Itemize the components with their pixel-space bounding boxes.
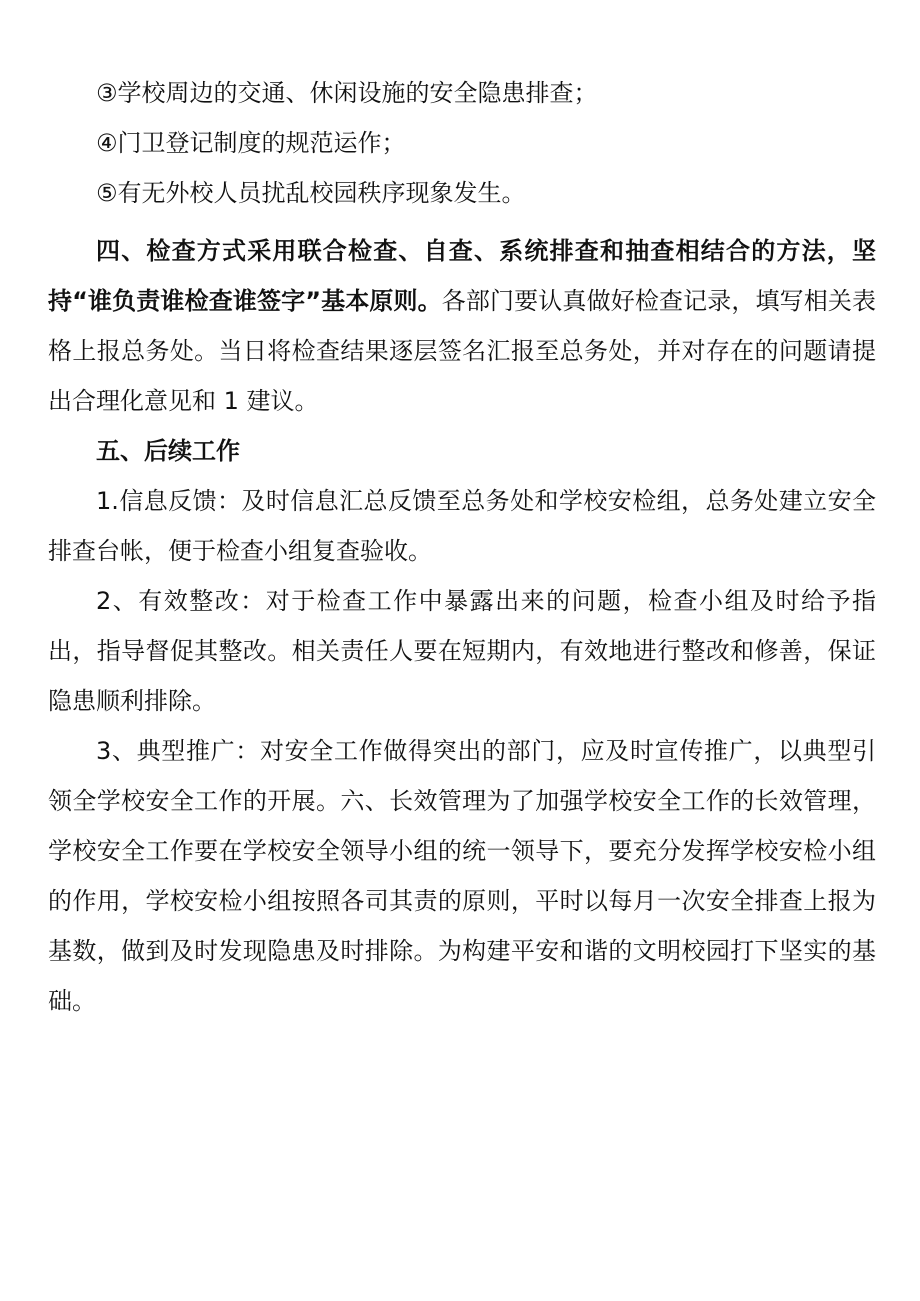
section-5-paragraph-3: 3、典型推广：对安全工作做得突出的部门，应及时宣传推广，以典型引领全学校安全工作的开展。六、长效管理为了加强学校安全工作的长效管理，学校安全工作要在学校安全领导小组的统一领导下，要充分发挥学校安检小组的作用，学校安检小组按照各司其责的原则，平时以每月一次安全排查上报为基数，做到及时发现隐患及时排除。为构建平安和谐的文明校园打下坚实的基础。 (48, 737, 876, 1015)
list-item: ⑤有无外校人员扰乱校园秩序现象发生。 (96, 179, 526, 207)
section-4-paragraph (48, 226, 876, 426)
section-5-heading: 五、后续工作 (96, 437, 240, 465)
section-4-bold-text: 四、检查方式采用联合检查、自查、系统排查和抽查相结合的方法，坚持“谁负责谁检查谁签字”基本原则。 (48, 237, 876, 315)
section-5-paragraph-2: 2、有效整改：对于检查工作中暴露出来的问题，检查小组及时给予指出，指导督促其整改。相关责任人要在短期内，有效地进行整改和修善，保证隐患顺利排除。 (48, 587, 876, 715)
document-page (48, 68, 876, 1026)
list-item: ③学校周边的交通、休闲设施的安全隐患排查； (96, 79, 598, 107)
section-4-body-text: 各部门要认真做好检查记录，填写相关表格上报总务处。当日将检查结果逐层签名汇报至总务处，并对存在的问题请提出合理化意见和 1 建议。 (48, 287, 877, 415)
section-5-paragraph-1: 1.信息反馈：及时信息汇总反馈至总务处和学校安检组，总务处建立安全排查台帐，便于检查小组复查验收。 (48, 487, 876, 565)
list-item: ④门卫登记制度的规范运作； (96, 129, 406, 157)
